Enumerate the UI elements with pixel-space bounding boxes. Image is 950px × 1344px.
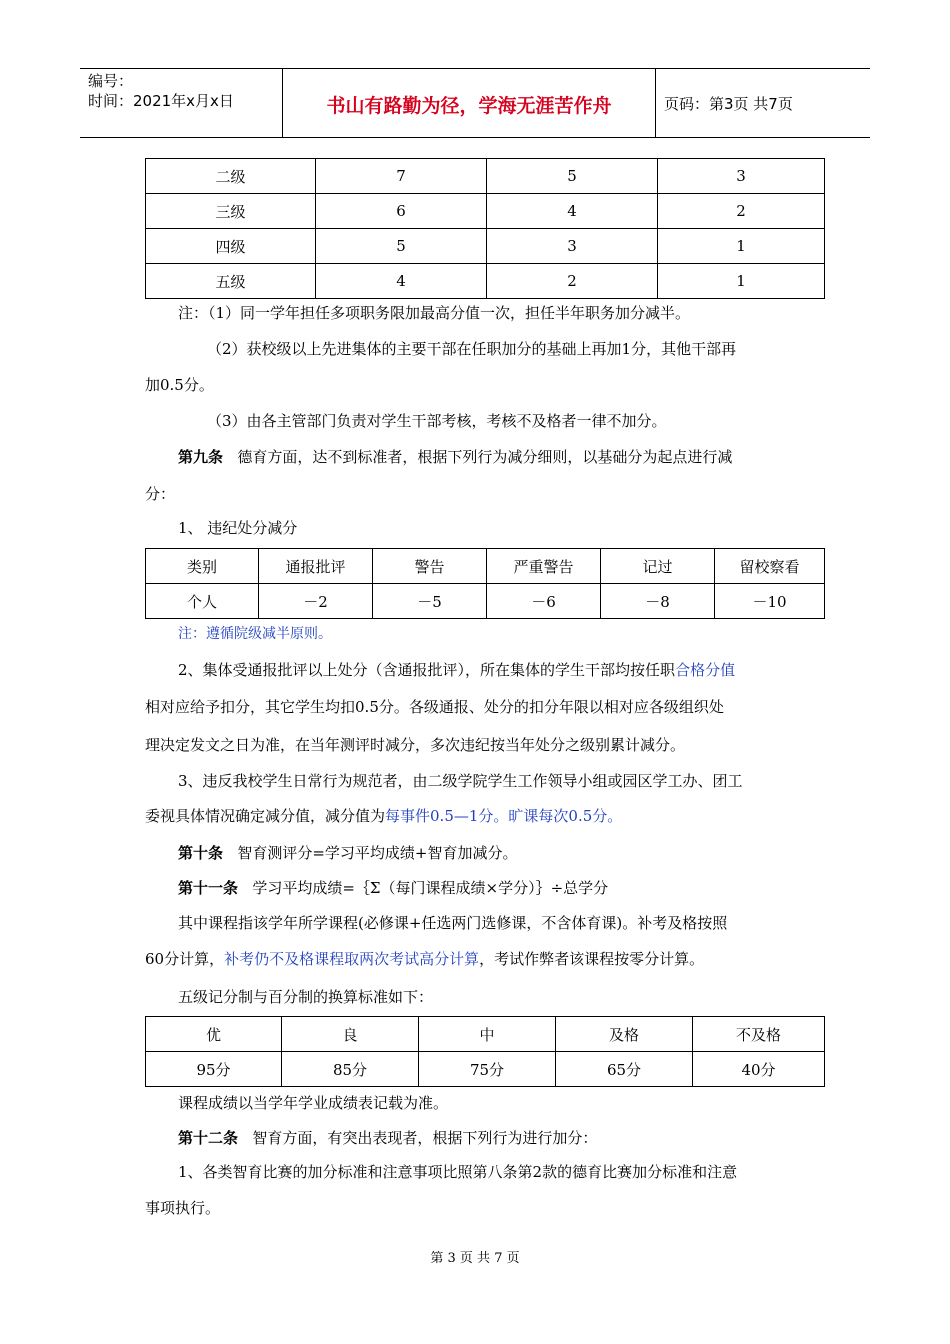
article-10: 第十条 智育测评分=学习平均成绩+智育加减分。 (178, 844, 518, 862)
article-12-title: 第十二条 (178, 1129, 239, 1147)
duty-score-table (145, 158, 825, 299)
article-12-line2: 1、各类智育比赛的加分标准和注意事项比照第八条第2款的德育比赛加分标准和注意 (178, 1163, 738, 1181)
table-row: 95分 85分 75分 65分 40分 (146, 1052, 825, 1087)
article-9-title: 第九条 (178, 448, 224, 466)
table-row: 二级 7 5 3 (146, 159, 825, 194)
table-header-row: 优 良 中 及格 不及格 (146, 1017, 825, 1052)
article-11-line2: 其中课程指该学年所学课程(必修课+任选两门选修课，不含体育课)。补考及格按照 (178, 914, 728, 932)
table-header-row: 类别 通报批评 警告 严重警告 记过 留校察看 (146, 549, 825, 584)
discipline-deduction-table (145, 548, 825, 619)
article-10-title: 第十条 (178, 844, 224, 862)
article-9-cont: 分： (145, 485, 176, 503)
note-3: （3）由各主管部门负责对学生干部考核，考核不及格者一律不加分。 (207, 412, 667, 430)
grade-conversion-table (145, 1016, 825, 1087)
grade-source-note: 课程成绩以当学年学业成绩表记载为准。 (178, 1094, 449, 1112)
note-2: （2）获校级以上先进集体的主要干部在任职加分的基础上再加1分，其他干部再 (207, 340, 737, 358)
table-row: 三级 6 4 2 (146, 194, 825, 229)
article-12: 第十二条 智育方面，有突出表现者，根据下列行为进行加分： (178, 1129, 598, 1147)
header-left (88, 71, 278, 111)
number-label: 编号： (88, 72, 134, 90)
page-footer: 第 3 页 共 7 页 (430, 1251, 520, 1266)
page-header (80, 68, 870, 138)
table-row: 四级 5 3 1 (146, 229, 825, 264)
article-11-title: 第十一条 (178, 879, 239, 897)
paragraph-2-line3: 理决定发文之日为准，在当年测评时减分，多次违纪按当年处分之级别累计减分。 (145, 736, 686, 754)
paragraph-2: 2、集体受通报批评以上处分（含通报批评），所在集体的学生干部均按任职合格分值 (178, 661, 736, 679)
table-row: 个人 －2 －5 －6 －8 －10 (146, 584, 825, 619)
article-9: 第九条 德育方面，达不到标准者，根据下列行为减分细则，以基础分为起点进行减 (178, 448, 733, 466)
paragraph-3-line2: 委视具体情况确定减分值，减分值为每事件0.5—1分。旷课每次0.5分。 (145, 807, 623, 825)
article-11-line4: 五级记分制与百分制的换算标准如下： (178, 988, 434, 1006)
halving-note: 注：遵循院级减半原则。 (178, 626, 332, 642)
note-1: 注：（1）同一学年担任多项职务限加最高分值一次，担任半年职务加分减半。 (178, 304, 691, 322)
article-11-line3: 60分计算，补考仍不及格课程取两次考试高分计算，考试作弊者该课程按零分计算。 (145, 950, 705, 968)
time-label: 时间：2021年x月x日 (88, 92, 234, 110)
table-row: 五级 4 2 1 (146, 264, 825, 299)
header-middle (282, 69, 656, 137)
motto: 书山有路勤为径，学海无涯苦作舟 (326, 95, 612, 117)
article-9-item1: 1、 违纪处分减分 (178, 519, 298, 537)
page-indicator: 页码：第3页 共7页 (664, 95, 793, 113)
paragraph-2-line2: 相对应给予扣分，其它学生均扣0.5分。各级通报、处分的扣分年限以相对应各级组织处 (145, 698, 724, 716)
article-12-line3: 事项执行。 (145, 1199, 221, 1217)
article-11: 第十一条 学习平均成绩=｛Σ（每门课程成绩×学分）｝÷总学分 (178, 879, 609, 897)
note-2-cont: 加0.5分。 (145, 376, 214, 394)
paragraph-3: 3、违反我校学生日常行为规范者，由二级学院学生工作领导小组或园区学工办、团工 (178, 772, 743, 790)
